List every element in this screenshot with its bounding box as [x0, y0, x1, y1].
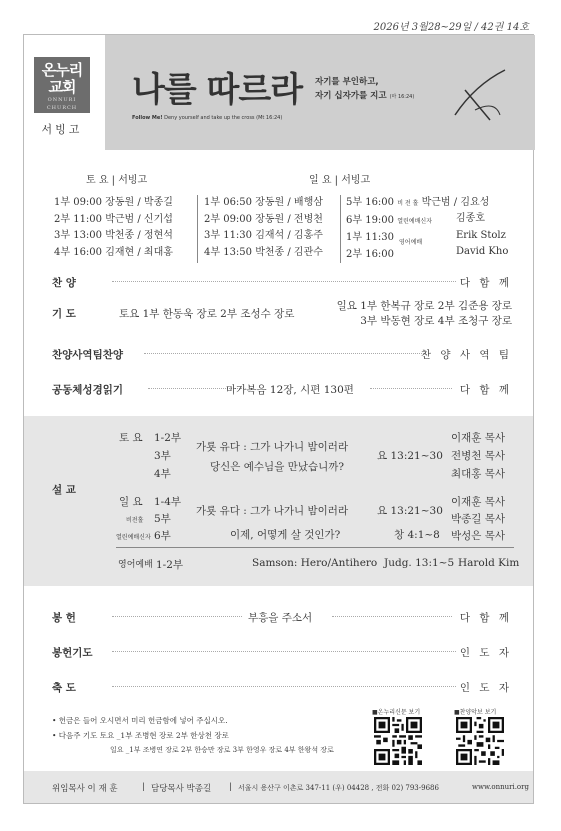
- list-item: 1부 11:30: [346, 232, 395, 243]
- saturday-schedule: [54, 195, 173, 261]
- list-item: 1부 06:50 장동원 / 배행삼: [204, 197, 323, 208]
- sermon-title: 가룟 유다 : 그가 나가니 밤이러라: [196, 441, 349, 453]
- footer: [24, 771, 533, 803]
- list-item: 4부 16:00 김재현 / 최대홍: [54, 246, 173, 258]
- list-item: 6부 19:00 열린예배신자: [346, 214, 432, 226]
- divider: |: [229, 782, 232, 792]
- church-logo: 온누리 교회 ONNURI CHURCH: [34, 57, 90, 113]
- banner-subtitle-1: 자기를 부인하고,: [315, 77, 379, 87]
- banner-title: 나를 따르라: [132, 70, 303, 110]
- order-prayer: 기 도 토요 1부 한동욱 장로 2부 조성수 장로 일요 1부 한복규 장로 2부 김준용 장로 3부 박동현 장로 4부 조청구 장로: [52, 300, 512, 327]
- banner-english: Follow Me! Deny yourself and take up the cross (Mt 16:24): [132, 115, 283, 121]
- sunday-header: 일 요 | 서빙고: [309, 175, 371, 186]
- english-service-tag: 영어예배: [399, 239, 423, 246]
- list-item: 4부 13:50 박천종 / 김관수: [204, 246, 323, 258]
- bulletin-frame: 온누리 교회 ONNURI CHURCH 서빙고 나를 따르라 자기를 부인하고, 자기 십자가를 지고 (마 16:24) Follow Me! Deny yourself and take up the cross (Mt 16:24) 토 요 | 서빙고 1부 09:00 장동원 / 박종길 2부 11:00 박근범 / 신기섭 3부 13:00 박천종 / 정현석 4부 16:00 김재현 / 최대홍 일 요 | 서빙고 1부 06:50 장동원 / 배행삼 2부 09:00 장동원 / 전병천 3부 11:30 김재석 / 김홍주 4부 13:50 박천종 / 김관수 5부 16:00 비 전 홀 박근범 / 김요성 6부 19:00 열린예배신자 1부 11:30 2부 16:00 김종호 Erik Stolz David Kho 영어예배 찬 양 다 함 께 기 도 토요 1부 한동욱 장로 2부 조성수 장로 일요 1부 한복규 장로 2부 김준용 장로 3부 박동현 장로 4부 조청구 장로 찬양사역팀찬양 찬 양 사 역 팀 공동체성경읽기 마가복음 12장, 시편 130편 다 함 께 설 교 토 요 1-2부 3부 4부 가룟 유다 : 그가 나가니 밤이러라 당신은 예수님을 만났습니까? 요 13:21~30 이재훈 목사 전병천 목사 최대홍 목사 일 요 1-4부 비전홀 5부 열린예배신자 6부 가룟 유다 : 그가 나가니 밤이러라 이제, 어떻게 살 것인가? 요 13:21~30 창 4:1~8 이재훈 목사 박종길 목사 박성은 목사 영어예배 1-2부 Samson: Hero/Antihero Judg. 13:1~5 Harold Kim 봉 헌 부흥을 주소서 다 함 께 봉헌기도 인 도 자 축 도 인 도 자 • 헌금은 들어 오시면서 미리 헌금함에 넣어 주십시오. • 다음주 기도 토요 _1부 조병현 장로 2부 한상천 장로 일요 _1부 조병연 장로 2부 한승만 장로 3부 한영우 장로 4부 한왕석 장로 ■온누리신문 보기 ■찬양악보 보기 위임목사 이 재 훈 | 담당목사 박종길 | 서울시 용산구 이촌로 347-11 (우) 04428 , 전화 02) 793-9686 www.onnuri.org: [23, 34, 534, 804]
- note-offering: • 헌금은 들어 오시면서 미리 헌금함에 넣어 주십시오.: [52, 716, 228, 725]
- issue-info: 2026년 3월28~29일 / 42권 14호: [373, 22, 529, 33]
- divider: [197, 195, 198, 263]
- sermon-label: 설 교: [52, 484, 76, 496]
- list-item: 2부 16:00: [346, 248, 395, 260]
- theme-banner: [105, 35, 535, 150]
- banner-subtitle-2: 자기 십자가를 지고 (마 16:24): [315, 91, 415, 101]
- divider: [116, 547, 514, 548]
- list-item: 3부 13:00 박천종 / 정현석: [54, 230, 173, 241]
- sermon-section: 설 교 토 요 1-2부 3부 4부 가룟 유다 : 그가 나가니 밤이러라 당신은 예수님을 만났습니까? 요 13:21~30 이재훈 목사 전병천 목사 최대홍 목사 일 요 1-4부 비전홀 5부 열린예배신자 6부 가룟 유다 : 그가 나가니 밤이러라 이제, 어떻게 살 것인가? 요 13:21~30 창 4:1~8 이재훈 목사 박종길 목사 박성은 목사 영어예배 1-2부 Samson: Hero/Antihero Judg. 13:1~5 Harold Kim: [24, 416, 533, 586]
- qr-label-news: ■온누리신문 보기: [372, 709, 421, 716]
- note-next-prayer: • 다음주 기도 토요 _1부 조병현 장로 2부 한상천 장로: [52, 731, 229, 740]
- list-item: 1부 09:00 장동원 / 박종길: [54, 197, 173, 208]
- footer-address: 서울시 용산구 이촌로 347-11 (우) 04428 , 전화 02) 793-9686: [238, 784, 439, 792]
- sunday-names-b: 김종호 Erik Stolz David Kho: [456, 213, 509, 257]
- list-item: 3부 11:30 김재석 / 김홍주: [204, 230, 323, 241]
- qr-code-news-icon[interactable]: [374, 717, 422, 765]
- saturday-header: 토 요 | 서빙고: [86, 175, 148, 186]
- list-item: 5부 16:00 비 전 홀 박근범 / 김요성: [346, 197, 490, 208]
- divider: |: [142, 782, 145, 792]
- list-item: 2부 11:00 박근범 / 신기섭: [54, 213, 173, 225]
- cross-drawing-icon: [445, 65, 515, 125]
- list-item: 2부 09:00 장동원 / 전병천: [204, 213, 323, 225]
- footer-pastor: 담당목사 박종길: [151, 784, 212, 794]
- qr-label-sheet-music: ■찬양악보 보기: [454, 709, 497, 716]
- divider: [340, 195, 341, 263]
- footer-senior-pastor: 위임목사 이 재 훈: [52, 784, 118, 794]
- note-next-prayer-sunday: 일요 _1부 조병연 장로 2부 한승만 장로 3부 한영우 장로 4부 한왕석 장로: [110, 746, 334, 754]
- sermon-subtitle: 당신은 예수님을 만났습니까?: [210, 461, 345, 473]
- footer-url[interactable]: www.onnuri.org: [472, 783, 529, 791]
- branch-name: 서빙고: [41, 123, 83, 136]
- sunday-schedule-a: [204, 195, 323, 261]
- qr-code-sheet-music-icon[interactable]: [456, 717, 504, 765]
